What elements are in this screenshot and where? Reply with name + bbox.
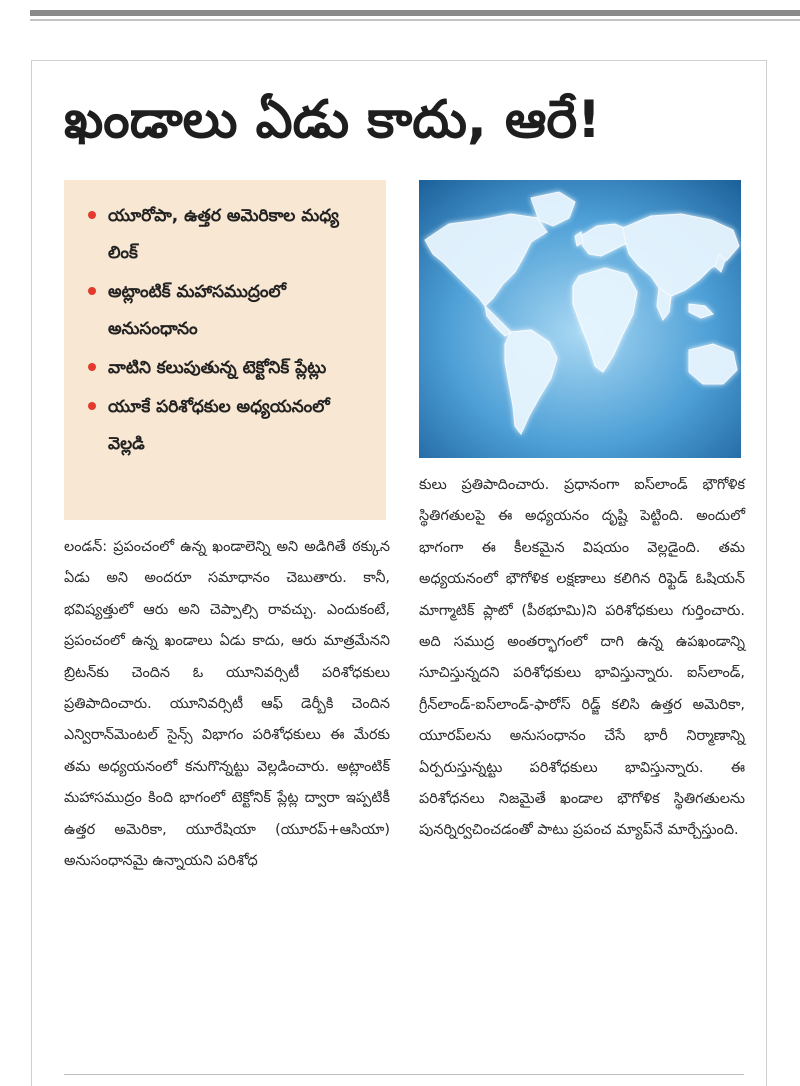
highlight-text: యూకే పరిశోధకుల అధ్యయనంలో వెల్లడి — [108, 397, 330, 454]
highlights-box — [64, 180, 386, 520]
headline: ఖండాలు ఏడు కాదు, ఆరే! — [64, 90, 601, 150]
article-body-right: కులు ప్రతిపాదించారు. ప్రధానంగా ఐస్‌లాండ్ భౌగోళిక స్థితిగతులపై ఈ అధ్యయనం దృష్టి పెట్టింది. అందులో భాగంగా ఈ కీలకమైన విషయం వెల్లడైంది. తమ అధ్యయనంలో భౌగోళిక లక్షణాలు కలిగిన రిఫ్టెడ్ ఓషియన్ మాగ్మాటిక్ ప్లాటో (పీఠభూమి)ని పరిశోధకులు గుర్తించారు. అది సముద్ర అంతర్భాగంలో దాగి ఉన్న ఉపఖండాన్ని సూచిస్తున్నదని పరిశోధకులు భావిస్తున్నారు. ఐస్‌లాండ్, గ్రీన్‌లాండ్-ఐస్‌లాండ్-ఫారోస్ రిడ్జ్ కలిసి ఉత్తర అమెరికా, యూరప్‌లను అనుసంధానం చేసే భారీ నిర్మాణాన్ని ఏర్పరుస్తున్నట్టు పరిశోధకులు భావిస్తున్నారు. ఈ పరిశోధనలు నిజమైతే ఖండాల భౌగోళిక స్థితిగతులను పునర్నిర్వచించడంతో పాటు ప్రపంచ మ్యాప్‌నే మార్చేస్తుంది. — [419, 477, 745, 839]
world-map-icon — [419, 180, 741, 458]
highlight-item — [88, 389, 376, 463]
highlight-text: యూరోపా, ఉత్తర అమెరికాల మధ్య లింక్ — [108, 206, 339, 263]
bullet-icon — [88, 287, 96, 295]
highlight-text: వాటిని కలుపుతున్న టెక్టోనిక్ ప్లేట్లు — [108, 358, 327, 378]
article-body-left: లండన్: ప్రపంచంలో ఉన్న ఖండాలెన్ని అని అడిగితే ఠక్కున ఏడు అని అందరూ సమాధానం చెబుతారు. కానీ, భవిష్యత్తులో ఆరు అని చెప్పాల్సి రావచ్చు. ఎందుకంటే, ప్రపంచంలో ఉన్న ఖండాలు ఏడు కాదు, ఆరు మాత్రమేనని బ్రిటన్‌కు చెందిన ఓ యూనివర్సిటీ పరిశోధకులు ప్రతిపాదించారు. యూనివర్సిటీ ఆఫ్ డెర్బీకి చెందిన ఎన్విరాన్‌మెంటల్ సైన్స్ విభాగం పరిశోధకులు ఈ మేరకు తమ అధ్యయనంలో కనుగొన్నట్టు వెల్లడించారు. అట్లాంటిక్ మహాసముద్రం కింది భాగంలో టెక్టోనిక్ ప్లేట్ల ద్వారా ఇప్పటికీ ఉత్తర అమెరికా, యూరేషియా (యూరప్+ఆసియా) అనుసంధానమై ఉన్నాయని పరిశోధ — [64, 539, 390, 870]
top-rule — [30, 10, 800, 16]
world-map-image — [419, 180, 741, 458]
highlight-text: అట్లాంటిక్ మహాసముద్రంలో అనుసంధానం — [108, 282, 286, 339]
bullet-icon — [88, 402, 96, 410]
bullet-icon — [88, 211, 96, 219]
bottom-rule — [64, 1074, 744, 1075]
highlight-item — [88, 198, 376, 272]
highlight-item — [88, 350, 376, 387]
highlight-item — [88, 274, 376, 348]
top-rule-thin — [30, 19, 800, 21]
bullet-icon — [88, 363, 96, 371]
